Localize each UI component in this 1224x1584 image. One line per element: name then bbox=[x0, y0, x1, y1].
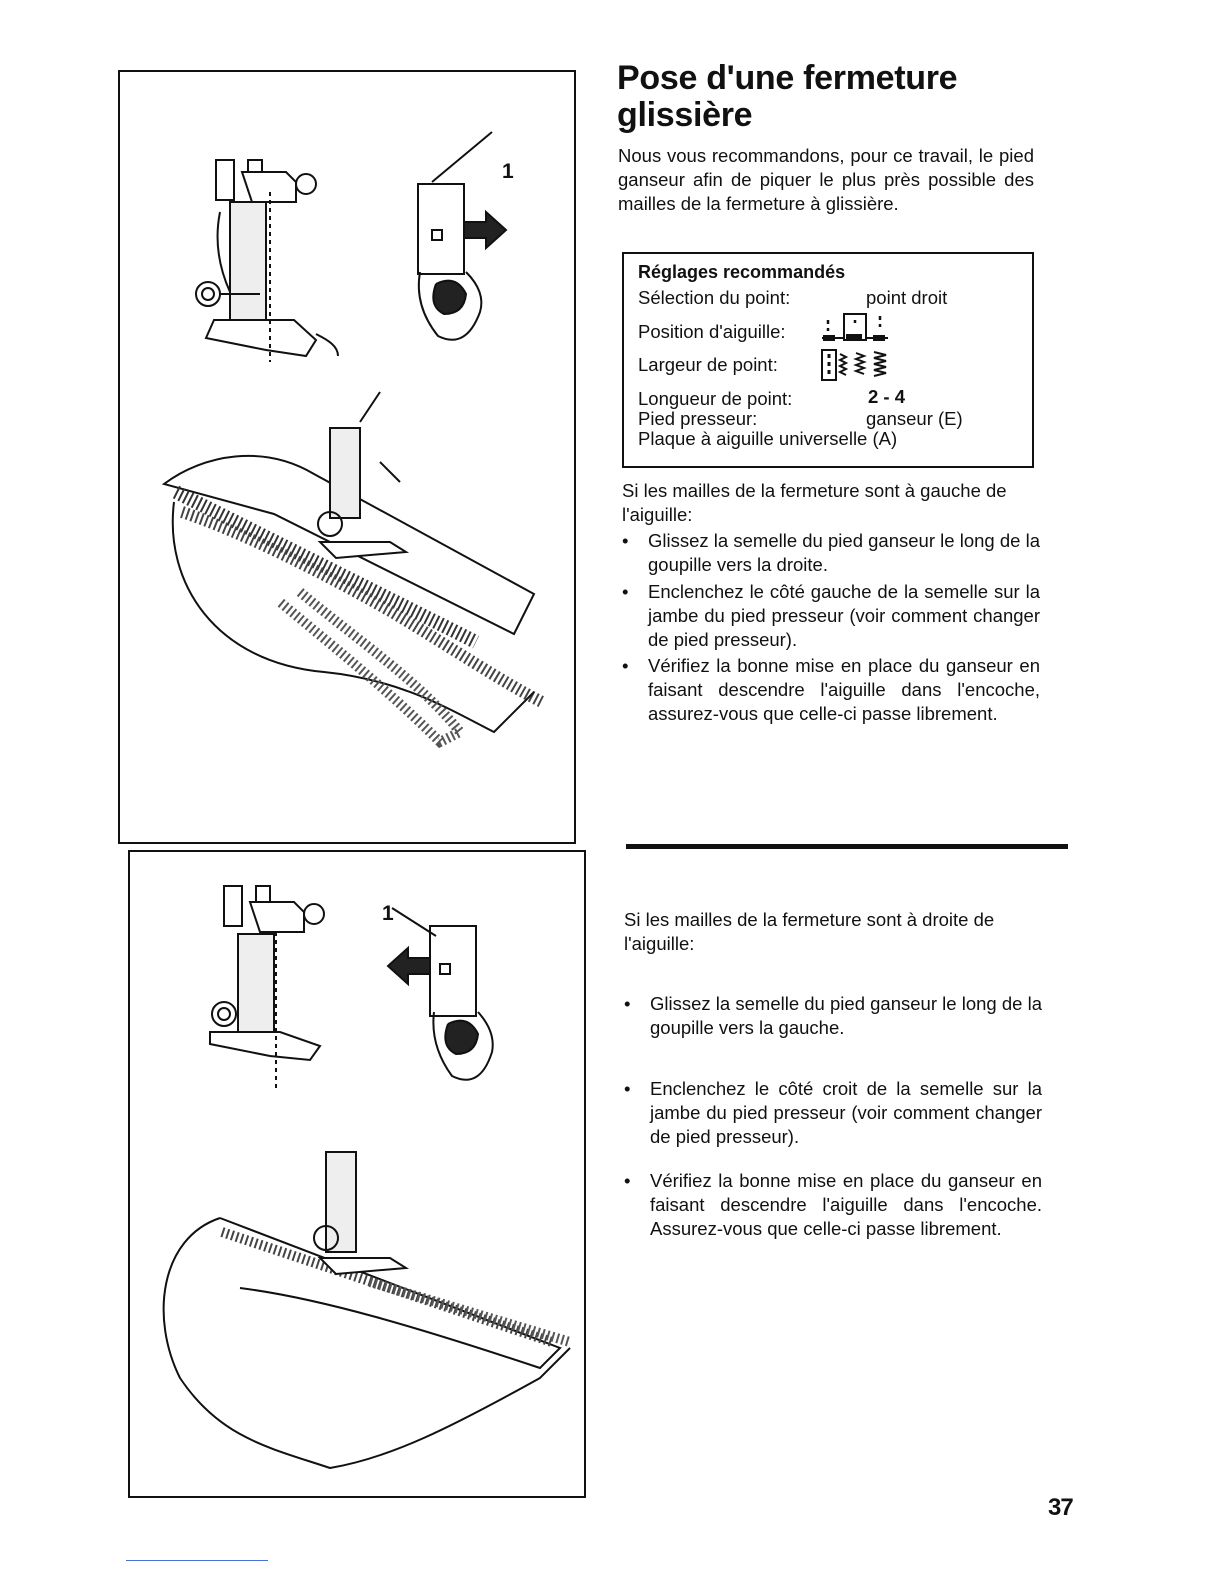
stitch-value: point droit bbox=[866, 287, 948, 308]
list-item-text: Glissez la semelle du pied ganseur le long de la goupille vers la droite. bbox=[648, 530, 1040, 575]
intro-paragraph: Nous vous recommandons, pour ce travail, le pied ganseur afin de piquer le plus près possible des mailles de la fermeture à glissière. bbox=[618, 145, 1034, 214]
footer-line bbox=[126, 1560, 268, 1561]
list-item-text: Glissez la semelle du pied ganseur le long de la goupille vers la gauche. bbox=[650, 993, 1042, 1038]
bullet-dot: • bbox=[622, 581, 629, 602]
callout-number: 1 bbox=[502, 160, 514, 183]
callout-number: 1 bbox=[382, 902, 394, 925]
section-left-lead: Si les mailles de la fermeture sont à gauche de l'aiguille: bbox=[622, 480, 1007, 525]
needle-position-icon bbox=[820, 310, 900, 344]
bullet-dot: • bbox=[624, 993, 631, 1014]
list-item-text: Vérifiez la bonne mise en place du ganseur en faisant descendre l'aiguille dans l'encoche. Assurez-vous que celle-ci passe librement. bbox=[650, 1170, 1042, 1239]
illustration-zipper-right bbox=[128, 850, 586, 1498]
page-title: Pose d'une fermeture glissière bbox=[617, 59, 958, 134]
list-item-text: Enclenchez le côté gauche de la semelle sur la jambe du pied presseur (voir comment changer de pied presseur). bbox=[648, 581, 1040, 650]
bullet-dot: • bbox=[624, 1078, 631, 1099]
presser-foot-label: Pied presseur: bbox=[638, 408, 758, 429]
presser-foot-drawing bbox=[130, 852, 584, 1496]
bullet-dot: • bbox=[624, 1170, 631, 1191]
page-number: 37 bbox=[1048, 1494, 1073, 1521]
illustration-zipper-left bbox=[118, 70, 576, 844]
settings-title: Réglages recommandés bbox=[638, 262, 846, 282]
presser-foot-drawing bbox=[120, 72, 574, 842]
stitch-length-value: 2 - 4 bbox=[868, 386, 906, 407]
needle-position-label: Position d'aiguille: bbox=[638, 321, 786, 342]
stitch-label: Sélection du point: bbox=[638, 287, 791, 308]
needle-plate-text: Plaque à aiguille universelle (A) bbox=[638, 428, 898, 449]
bullet-dot: • bbox=[622, 655, 629, 676]
stitch-width-icon bbox=[820, 348, 900, 382]
section-divider bbox=[626, 844, 1068, 849]
presser-foot-value: ganseur (E) bbox=[866, 408, 963, 429]
list-item-text: Enclenchez le côté croit de la semelle sur la jambe du pied presseur (voir comment changer de pied presseur). bbox=[650, 1078, 1042, 1147]
bullet-dot: • bbox=[622, 530, 629, 551]
stitch-length-label: Longueur de point: bbox=[638, 388, 793, 409]
stitch-width-label: Largeur de point: bbox=[638, 354, 778, 375]
list-item-text: Vérifiez la bonne mise en place du ganseur en faisant descendre l'aiguille dans l'encoche, assurez-vous que celle-ci passe librement. bbox=[648, 655, 1040, 724]
section-right-lead: Si les mailles de la fermeture sont à droite de l'aiguille: bbox=[624, 909, 995, 954]
recommended-settings-box bbox=[622, 252, 1034, 468]
